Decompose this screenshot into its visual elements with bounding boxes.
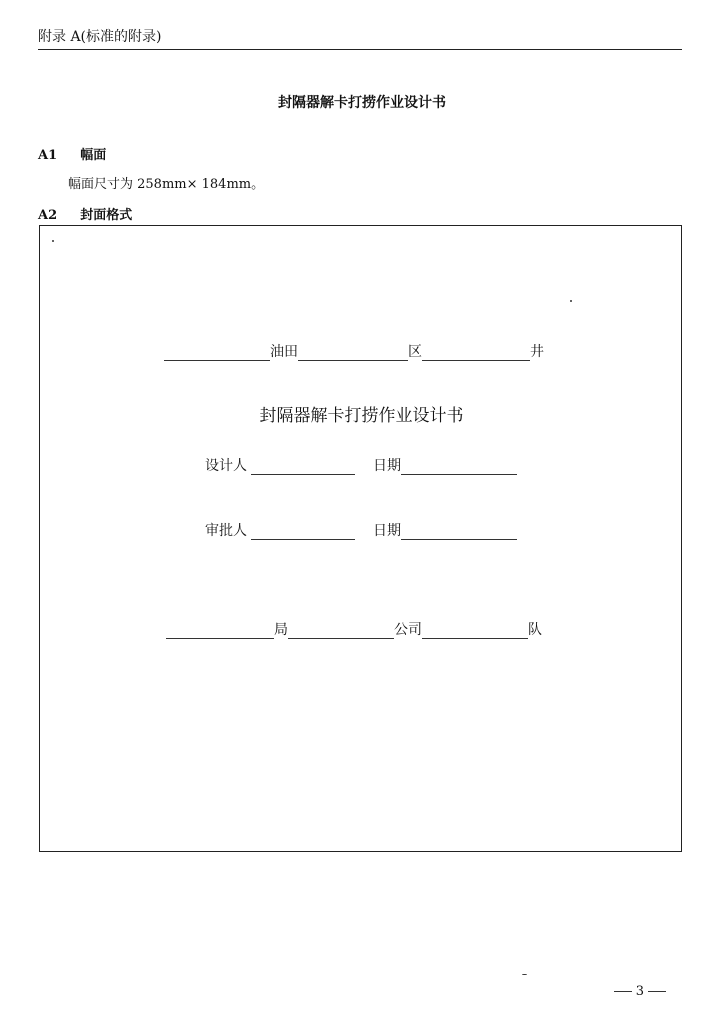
scan-speck	[570, 300, 572, 302]
approver-blank	[251, 521, 355, 540]
designer-blank	[251, 456, 355, 475]
organization-line	[166, 619, 542, 639]
oilfield-blank	[164, 342, 270, 361]
district-label: 区	[408, 344, 422, 360]
section-a1-body: 幅面尺寸为 258mm× 184mm。	[68, 177, 265, 192]
bureau-label: 局	[274, 622, 288, 638]
header-text: 附录 A(标准的附录)	[38, 29, 162, 45]
page-number: 3	[635, 984, 644, 999]
company-blank	[288, 620, 394, 639]
page-number-footer	[610, 984, 670, 999]
date-blank-2	[401, 521, 517, 540]
document-title: 封隔器解卡打捞作业设计书	[278, 95, 446, 111]
team-label: 队	[528, 622, 542, 638]
team-blank	[422, 620, 528, 639]
date-label-1: 日期	[373, 458, 401, 474]
section-a1-title: 幅面	[80, 148, 107, 163]
designer-label: 设计人	[205, 458, 247, 474]
approver-line	[205, 520, 517, 540]
cover-location-line	[164, 341, 544, 361]
oilfield-label: 油田	[270, 344, 298, 360]
well-label: 井	[530, 344, 544, 360]
section-a2-title: 封面格式	[80, 208, 133, 223]
bureau-blank	[166, 620, 274, 639]
date-blank-1	[401, 456, 517, 475]
district-blank	[298, 342, 408, 361]
page-number-dash	[648, 991, 666, 992]
scan-speck	[52, 240, 54, 242]
cover-title: 封隔器解卡打捞作业设计书	[259, 406, 464, 426]
section-a1-number: A1	[38, 148, 58, 163]
header-rule	[38, 49, 682, 50]
company-label: 公司	[394, 622, 422, 638]
designer-line	[205, 455, 517, 475]
scan-speck	[522, 974, 527, 975]
section-a1-heading	[38, 144, 106, 163]
cover-sample-box	[39, 225, 682, 852]
section-a2-number: A2	[38, 208, 58, 223]
well-blank	[422, 342, 530, 361]
date-label-2: 日期	[373, 523, 401, 539]
page-number-dash	[614, 991, 632, 992]
approver-label: 审批人	[205, 523, 247, 539]
section-a2-heading	[38, 204, 132, 223]
